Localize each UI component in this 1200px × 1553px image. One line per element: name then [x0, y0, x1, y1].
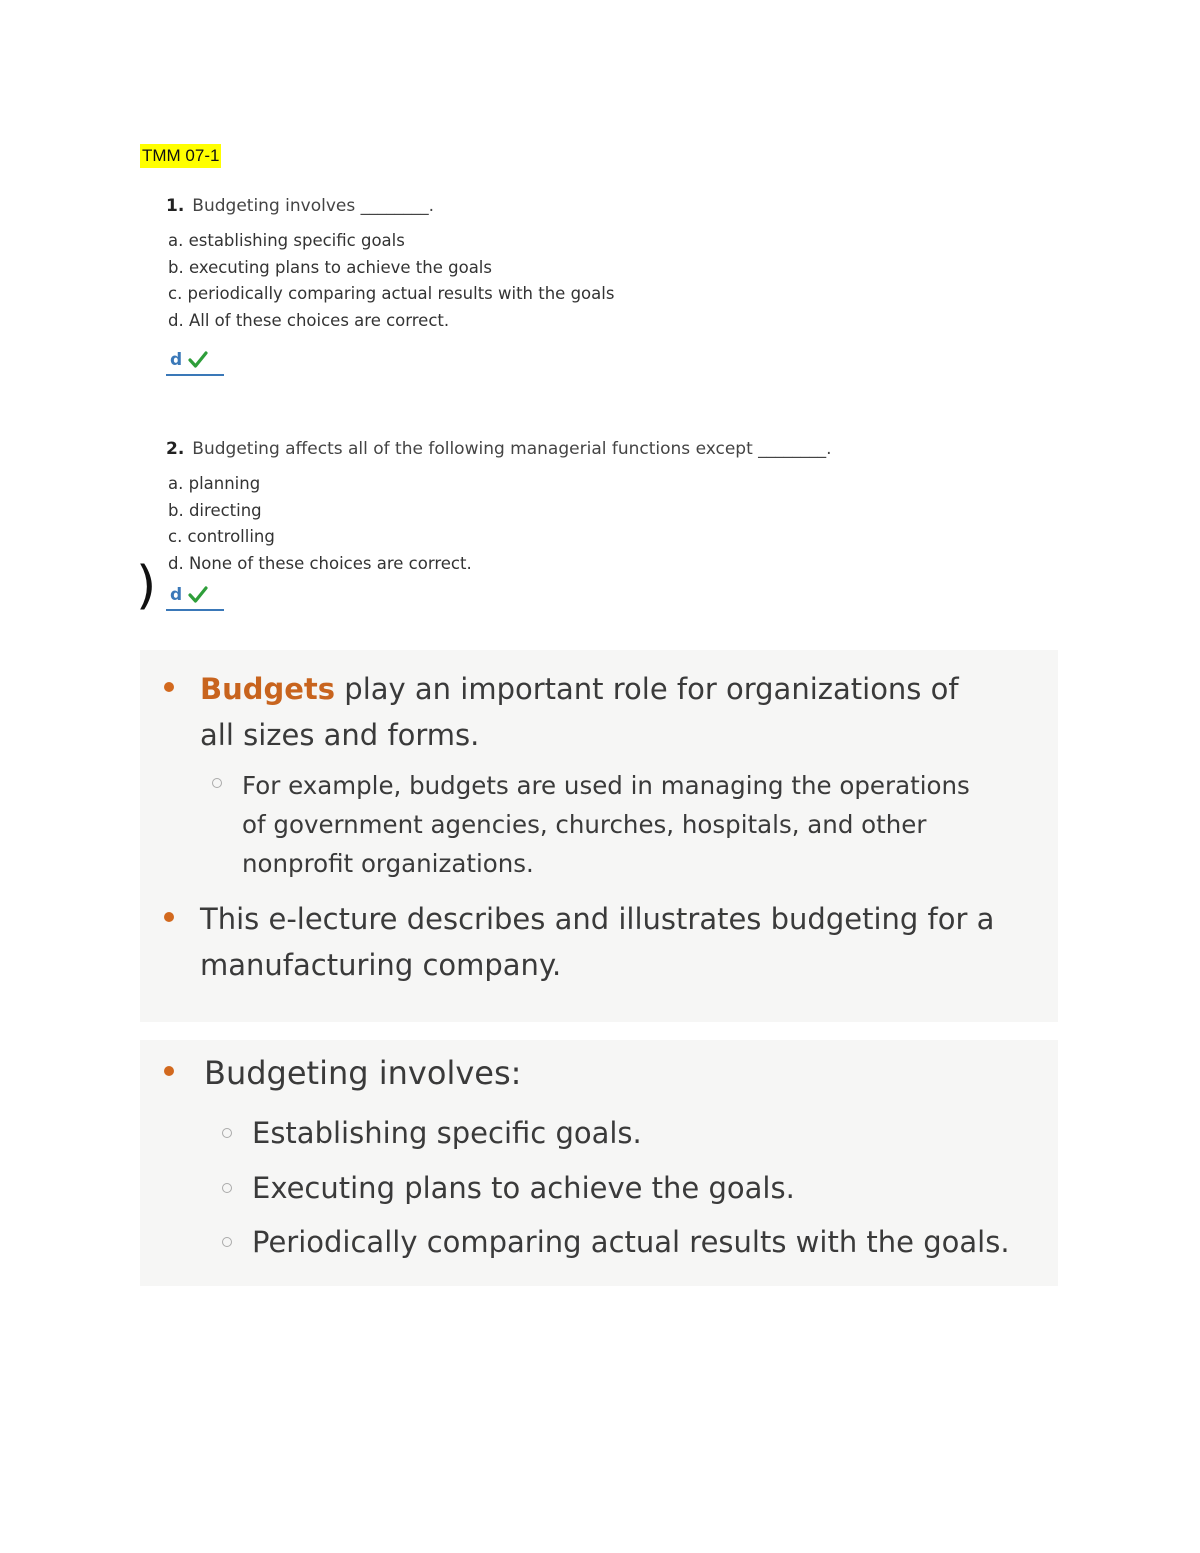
slide-bullet: [164, 1050, 521, 1096]
sub-bullet-text: Establishing specific goals.: [252, 1116, 642, 1150]
answer-indicator: [166, 350, 224, 376]
slide-sub-bullet: [222, 1106, 642, 1161]
sub-bullet-text: Executing plans to achieve the goals.: [252, 1171, 795, 1205]
circle-bullet-icon: [212, 778, 222, 788]
choice-list: [166, 228, 614, 334]
question-2: [166, 437, 832, 611]
question-text: Budgeting affects all of the following managerial functions except ________.: [192, 439, 832, 459]
question-number: 1.: [166, 196, 185, 216]
sub-bullet-text: Periodically comparing actual results with the goals.: [252, 1225, 1010, 1259]
slide-image-budgets: [140, 650, 1058, 1022]
slide-bullet: [164, 666, 959, 758]
question-number: 2.: [166, 439, 185, 459]
slide-sub-bullet: [212, 766, 970, 883]
circle-bullet-icon: [222, 1128, 232, 1138]
choice-c: c. periodically comparing actual results with the goals: [168, 284, 615, 303]
document-title: TMM 07-1: [140, 144, 221, 168]
circle-bullet-icon: [222, 1183, 232, 1193]
question-stem: [166, 437, 832, 461]
question-1: [166, 194, 614, 376]
slide-sub-bullet: [222, 1215, 1010, 1270]
slide-sub-bullet: [222, 1161, 795, 1216]
bullet-text: [200, 666, 959, 758]
sub-line: of government agencies, churches, hospitals, and other: [242, 810, 927, 839]
choice-b: b. executing plans to achieve the goals: [168, 257, 492, 277]
bullet-line: This e-lecture describes and illustrates budgeting for a: [200, 902, 995, 936]
bullet-dot-icon: [164, 1066, 174, 1076]
circle-bullet-icon: [222, 1237, 232, 1247]
bullet-line: all sizes and forms.: [200, 718, 480, 752]
choice-a: a. planning: [168, 474, 261, 493]
answer-indicator: [166, 585, 224, 611]
choice-d: d. None of these choices are correct.: [168, 553, 472, 573]
bullet-line: manufacturing company.: [200, 948, 562, 982]
sub-line: nonprofit organizations.: [242, 849, 534, 878]
choice-list: [166, 471, 832, 577]
bullet-text: [200, 896, 994, 988]
slide-bullet: [164, 896, 994, 988]
margin-mark: ): [136, 556, 157, 616]
question-text: Budgeting involves ________.: [192, 196, 434, 216]
choice-a: a. establishing specific goals: [168, 231, 405, 250]
choice-d: d. All of these choices are correct.: [168, 310, 450, 330]
bullet-dot-icon: [164, 682, 174, 692]
check-icon: [188, 586, 208, 604]
question-stem: [166, 194, 614, 218]
bullet-line: play an important role for organizations of: [335, 672, 959, 706]
slide-image-budgeting-involves: [140, 1040, 1058, 1286]
choice-c: c. controlling: [168, 527, 275, 546]
bullet-heading: Budgeting involves:: [204, 1054, 522, 1092]
highlight-term: Budgets: [200, 672, 336, 706]
answer-letter: d: [170, 350, 183, 370]
choice-b: b. directing: [168, 500, 262, 520]
answer-letter: d: [170, 585, 183, 605]
bullet-dot-icon: [164, 912, 174, 922]
sub-line: For example, budgets are used in managing the operations: [242, 771, 970, 800]
sub-bullet-text: [242, 766, 970, 883]
check-icon: [188, 351, 208, 369]
